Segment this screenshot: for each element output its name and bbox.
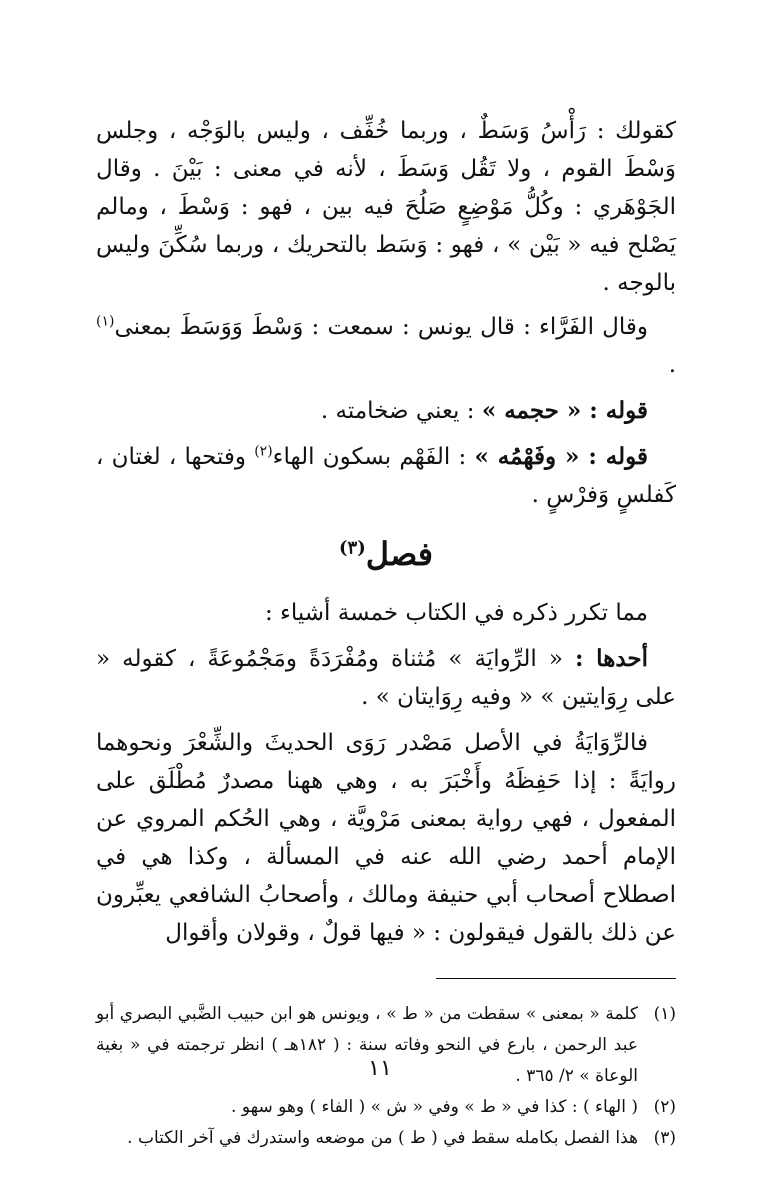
paragraph-fahmuhu — [96, 438, 676, 514]
page-number: ١١ — [368, 1056, 392, 1081]
footnote-2 — [96, 1092, 676, 1123]
footnote-ref-3[interactable]: (٣) — [338, 537, 366, 559]
footnote-text: ( الهاء ) : كذا في « ط » وفي « ش » ( الفاء ) وهو سهو . — [231, 1097, 638, 1117]
paragraph-wast: كقولك : رَأْسُ وَسَطٌ ، وربما خُفِّف ، وليس بالوَجْه ، وجلس وَسْطَ القوم ، ولا تَقُل وَسَطَ ، لأنه في معنى : بَيْنَ . وقال الجَوْهَري : وكُلُّ مَوْضِعٍ صَلُحَ فيه بين ، فهو : وَسْطَ ، ومالم يَصْلح فيه « بَيْن » ، فهو : وَسَط بالتحريك ، وربما سُكِّنَ وليس بالوجه . — [96, 118, 676, 296]
paragraph-fahmuhu-text-a: : الفَهْم بسكون الهاء — [272, 444, 475, 470]
section-heading — [96, 532, 676, 576]
paragraph-hajmuhu — [96, 392, 676, 430]
footnote-text: هذا الفصل بكامله سقط في ( ط ) من موضعه واستدرك في آخر الكتاب . — [127, 1128, 638, 1148]
footnote-number: (٢) — [653, 1097, 676, 1117]
paragraph-farra — [96, 308, 676, 384]
paragraph-first-label: أحدها : — [574, 645, 648, 672]
paragraph-riwaya: فالرِّوَايَةُ في الأصل مَصْدر رَوَى الحديثَ والشِّعْرَ ونحوهما روايَةً : إذا حَفِظَهُ وأَخْبَرَ به ، وهي ههنا مصدرٌ مُطْلَق على المفعول ، فهي رواية بمعنى مَرْويَّة ، وهي الحُكم المروي عن الإمام أحمد رضي الله عنه في المسألة ، وكذا هي في اصطلاح أصحاب أبي حنيفة ومالك ، وأصحابُ الشافعي يعبِّرون عن ذلك بالقول فيقولون : « فيها قولٌ ، وقولان وأقوال — [96, 730, 676, 946]
footnote-ref-2[interactable]: (٢) — [254, 443, 273, 460]
footnote-number: (١) — [653, 1004, 676, 1024]
paragraph-first-text: « الرِّوايَة » مُثناة ومُفْرَدَةً ومَجْمُوعَةً ، كقوله « على رِوَايتين » « وفيه رِوَايتان » . — [96, 646, 676, 710]
paragraph-fahmuhu-text-b: وفتحها ، لغتان ، كَفلسٍ وَفرْسٍ . — [96, 444, 676, 508]
footnote-3 — [96, 1123, 676, 1154]
paragraph-fahmuhu-label: قوله : « وفَهْمُه » — [474, 443, 648, 470]
footnote-divider — [436, 978, 676, 979]
footnote-number: (٣) — [653, 1128, 676, 1148]
paragraph-intro: مما تكرر ذكره في الكتاب خمسة أشياء : — [264, 600, 648, 626]
paragraph-farra-text: وقال الفَرَّاء : قال يونس : سمعت : وَسْطَ وَوَسَطَ بمعنى — [114, 314, 648, 340]
paragraph-hajmuhu-label: قوله : « حجمه » — [481, 397, 648, 424]
section-text — [96, 594, 676, 952]
paragraph-farra-end: . — [668, 352, 676, 378]
section-title: فصل — [365, 535, 433, 573]
paragraph-first-thing — [96, 640, 676, 716]
main-text — [96, 112, 676, 514]
footnote-text: كلمة « بمعنى » سقطت من « ط » ، ويونس هو ابن حبيب الضَّبي البصري أبو عبد الرحمن ، بارع في النحو وفاته سنة : ( ١٨٢هـ ) انظر ترجمته في « بغية الوعاة » ٢/ ٣٦٥ . — [96, 1004, 638, 1086]
paragraph-hajmuhu-text: : يعني ضخامته . — [320, 398, 482, 424]
footnote-ref-1[interactable]: (١) — [96, 313, 115, 330]
